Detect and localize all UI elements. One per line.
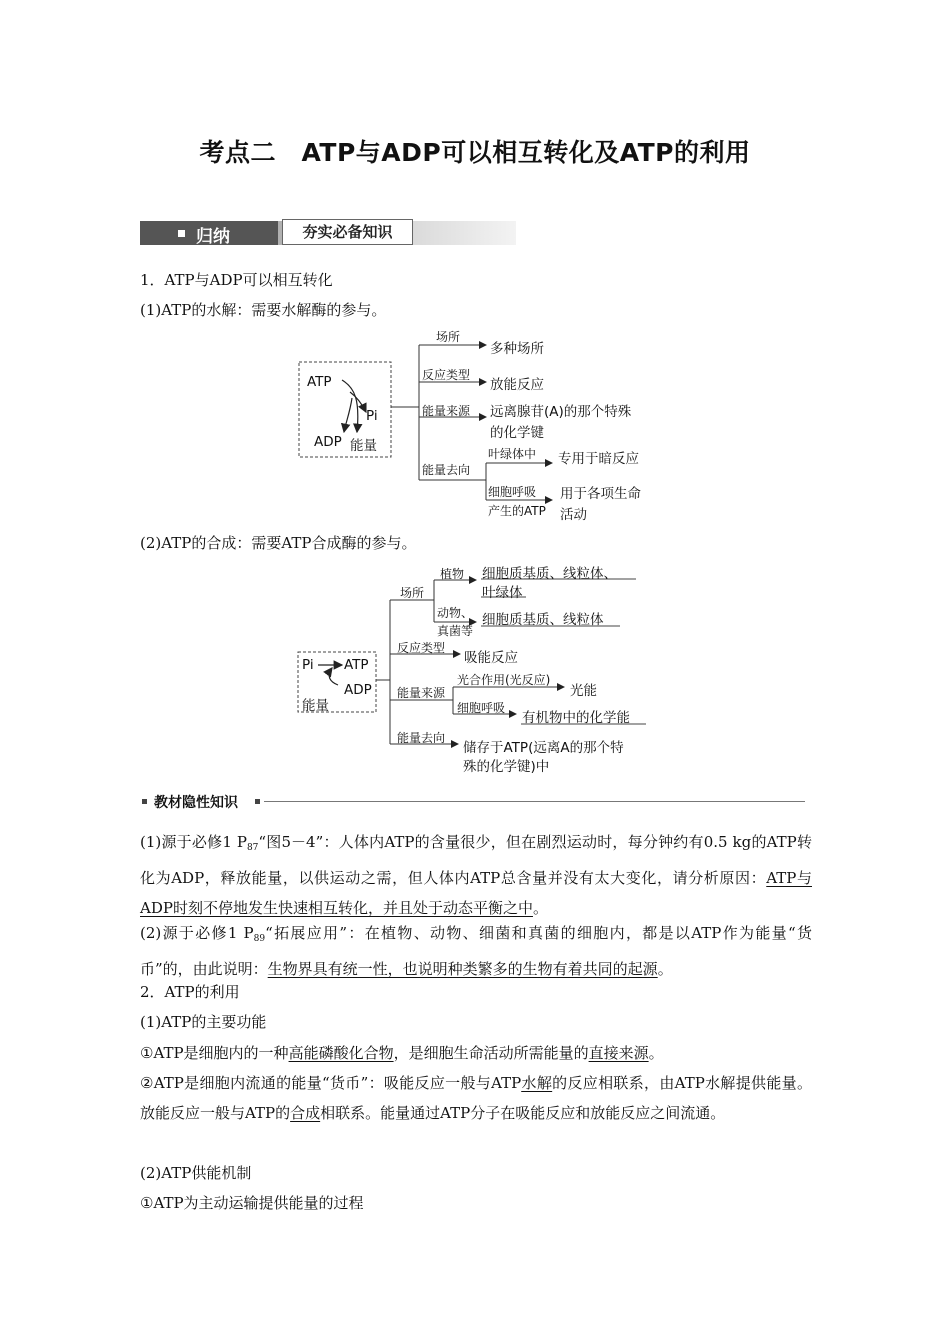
f1-text-a: ①ATP是细胞内的一种 — [140, 1044, 289, 1062]
p1-text-b: “图5－4”：人体内ATP的含量很少，但在剧烈运动时，每分钟约有0.5 kg的ATP转化为ADP，释放能量，以供运动之需，但人体内ATP总含量并没有太大变化，请分析原因： — [140, 833, 812, 887]
f1-underline-1: 高能磷酸化合物 — [288, 1044, 394, 1062]
atp-label: ATP — [307, 374, 332, 390]
syn-dest-key: 能量去向 — [397, 731, 446, 745]
function-title: (1)ATP的主要功能 — [140, 1013, 267, 1031]
energy-label: 能量 — [350, 438, 377, 454]
square-bullet-icon — [255, 799, 260, 804]
f1-text-c: 。 — [648, 1044, 664, 1062]
plant-value-1: 细胞质基质、线粒体、 — [482, 566, 617, 582]
section-1-heading: 1．ATP与ADP可以相互转化 — [140, 271, 333, 289]
resp-key: 细胞呼吸 — [457, 701, 506, 715]
source-value-2: 的化学键 — [490, 425, 544, 441]
synthesis-intro: (2)ATP的合成：需要ATP合成酶的参与。 — [140, 534, 417, 552]
mechanism-item-1: ①ATP为主动运输提供能量的过程 — [140, 1194, 364, 1212]
syn-type-key: 反应类型 — [397, 641, 446, 655]
banner-label: 归纳 — [196, 227, 230, 247]
hidden-knowledge-label: 教材隐性知识 — [154, 795, 238, 811]
site-value: 多种场所 — [490, 341, 544, 357]
syn-energy-label: 能量 — [302, 698, 329, 714]
syn-source-key: 能量来源 — [397, 686, 446, 700]
p2-text-b: “拓展应用”：在植物、动物、细菌和真菌的细胞内，都是以ATP作为能量“货币”的，由此说明： — [140, 924, 812, 978]
adp-label: ADP — [314, 434, 342, 450]
section-banner — [140, 217, 516, 247]
hidden-knowledge-divider — [140, 792, 805, 812]
photo-value: 光能 — [570, 683, 597, 699]
syn-type-value: 吸能反应 — [464, 650, 518, 666]
page-title: 考点二 ATP与ADP可以相互转化及ATP的利用 — [199, 138, 751, 167]
hidden-paragraph-2 — [140, 918, 812, 984]
dest-key: 能量去向 — [422, 463, 471, 477]
square-bullet-icon — [142, 799, 147, 804]
dest-a-value: 专用于暗反应 — [558, 451, 639, 467]
p1-page-sub: 87 — [246, 843, 259, 853]
dest-b-key-1: 细胞呼吸 — [488, 485, 537, 499]
divider-rule — [264, 801, 805, 802]
f2-underline-2: 合成 — [290, 1104, 321, 1122]
square-bullet-icon — [178, 230, 185, 237]
pi-label: Pi — [366, 408, 378, 424]
f2-text-a: ②ATP是细胞内流通的能量“货币”：吸能反应一般与ATP — [140, 1074, 522, 1092]
f2-underline-1: 水解 — [521, 1074, 553, 1092]
p2-end: 。 — [657, 960, 673, 978]
dest-b-key-2: 产生的ATP — [488, 504, 546, 518]
site-key: 场所 — [436, 330, 461, 344]
section-2-heading: 2．ATP的利用 — [140, 983, 240, 1001]
p2-text-a: (2)源于必修1 P — [140, 924, 254, 942]
dest-b-value-1: 用于各项生命 — [560, 486, 641, 502]
p1-answer: ATP与ADP时刻不停地发生快速相互转化，并且处于动态平衡之中 — [140, 869, 812, 917]
hidden-paragraph-1 — [140, 827, 812, 923]
f2-text-b: 的反应相联系，由ATP水解提供能量。放能反应一般与ATP的 — [140, 1074, 812, 1122]
p1-end: 。 — [532, 899, 548, 917]
plant-value-2: 叶绿体 — [482, 585, 523, 601]
type-key: 反应类型 — [422, 368, 471, 382]
hydrolysis-intro: (1)ATP的水解：需要水解酶的参与。 — [140, 301, 387, 319]
syn-atp-label: ATP — [344, 657, 369, 673]
mechanism-title: (2)ATP供能机制 — [140, 1164, 252, 1182]
plant-key: 植物 — [440, 567, 465, 581]
resp-value: 有机物中的化学能 — [522, 710, 630, 726]
syn-adp-label: ADP — [344, 682, 372, 698]
function-item-2 — [140, 1068, 812, 1128]
banner-box: 夯实必备知识 — [282, 219, 413, 245]
f1-underline-2: 直接来源 — [588, 1044, 649, 1062]
source-key: 能量来源 — [422, 404, 471, 418]
type-value: 放能反应 — [490, 377, 544, 393]
animal-key-2: 真菌等 — [437, 624, 474, 638]
syn-dest-value-2: 殊的化学键)中 — [463, 759, 550, 775]
f2-text-c: 相联系。能量通过ATP分子在吸能反应和放能反应之间流通。 — [320, 1104, 726, 1122]
function-item-1 — [140, 1038, 812, 1068]
photo-key: 光合作用(光反应) — [457, 673, 551, 687]
f1-text-b: ，是细胞生命活动所需能量的 — [393, 1044, 589, 1062]
dest-b-value-2: 活动 — [560, 507, 587, 523]
syn-pi-label: Pi — [302, 657, 314, 673]
syn-site-key: 场所 — [400, 586, 425, 600]
p2-answer: 生物界具有统一性，也说明种类繁多的生物有着共同的起源 — [267, 960, 658, 978]
p1-text-a: (1)源于必修1 P — [140, 833, 247, 851]
p2-page-sub: 89 — [253, 934, 266, 944]
source-value-1: 远离腺苷(A)的那个特殊 — [490, 404, 632, 420]
animal-value: 细胞质基质、线粒体 — [482, 612, 604, 628]
dest-a-key: 叶绿体中 — [488, 447, 537, 461]
animal-key-1: 动物、 — [437, 606, 474, 620]
syn-dest-value-1: 储存于ATP(远离A的那个特 — [463, 740, 624, 756]
